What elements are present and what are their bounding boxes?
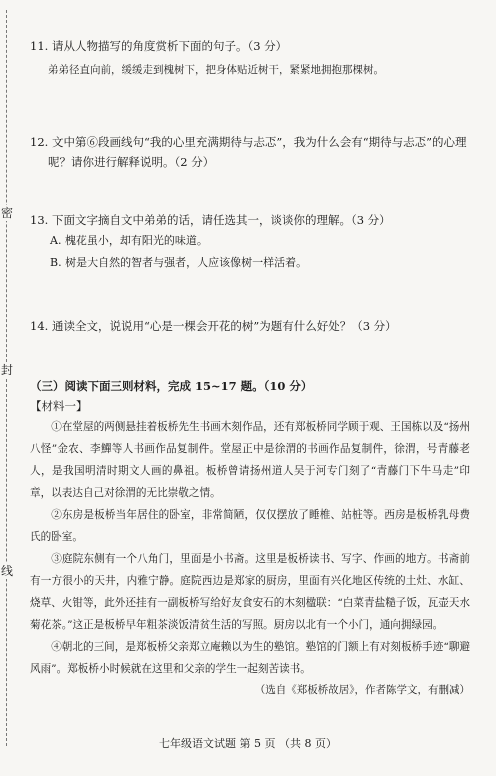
material-1-para-3: ③庭院东侧有一个八角门，里面是小书斋。这里是板桥读书、写字、作画的地方。书斋前有一方很小的天井，内雅宁静。庭院西边是郑家的厨房，里面有兴化地区传统的土灶、水缸、烧草、火钳等，此外还挂有一副板桥写给好友食安石的木刻楹联：“白菜青盐糙子饭，瓦壶天水菊花茶。”这正是板桥早年粗茶淡饭清贫生活的写照。厨房以北有一个小门，通向拥绿园。 xyxy=(30,553,470,631)
question-12 xyxy=(30,132,470,172)
question-14 xyxy=(30,316,470,336)
question-11-text: 11. 请从人物描写的角度赏析下面的句子。（3 分） xyxy=(30,39,288,53)
question-13-option-a: A. 槐花虽小，却有阳光的味道。 xyxy=(50,234,208,247)
question-13-option-b: B. 树是大自然的智者与强者，人应该像树一样活着。 xyxy=(50,256,308,269)
question-11 xyxy=(30,36,470,80)
binding-char-mi: 密 xyxy=(1,206,14,220)
binding-dashed-line xyxy=(6,10,7,746)
question-13 xyxy=(30,210,470,274)
section-3 xyxy=(30,376,470,700)
material-1-para-4: ④朝北的三间，是郑板桥父亲郑立庵赖以为生的塾馆。塾馆的门额上有对刻板桥手迹“聊避风雨”。郑板桥小时候就在这里和父亲的学生一起刻苦读书。 xyxy=(30,641,470,675)
material-1-para-2: ②东房是板桥当年居住的卧室，非常简陋，仅仅摆放了睡椎、站桩等。西房是板桥乳母费氏的卧室。 xyxy=(30,509,470,543)
question-12-text-cont: 呢？请你进行解释说明。（2 分） xyxy=(48,155,215,169)
question-12-text: 12. 文中第⑥段画线句“我的心里充满期待与忐忑”，我为什么会有“期待与忐忑”的心理 xyxy=(30,135,467,149)
material-1-source: （选自《郑板桥故居》，作者陈学文，有删减） xyxy=(254,684,470,696)
binding-char-xian: 线 xyxy=(1,564,14,578)
material-1-para-1: ①在堂屋的两侧悬挂着板桥先生书画木刻作品，还有郑板桥同学顾于观、王国栋以及“扬州八怪”金农、李鱓等人书画作品复制件。堂屋正中是徐渭的书画作品复制件，徐渭，号青藤老人，是我国明清时期文人画的鼻祖。板桥曾请扬州道人吴于河专门刻了“青藤门下牛马走”印章，以表达自己对徐渭的无比崇敬之情。 xyxy=(30,421,470,499)
binding-char-feng: 封 xyxy=(1,363,14,377)
question-13-text: 13. 下面文字摘自文中弟弟的话，请任选其一，谈谈你的理解。（3 分） xyxy=(30,213,391,227)
question-11-quote: 弟弟径直向前，缓缓走到槐树下，把身体贴近树干，紧紧地拥抱那棵树。 xyxy=(48,64,384,76)
page-footer: 七年级语文试题 第 5 页 （共 8 页） xyxy=(159,737,337,750)
section-3-title: （三）阅读下面三则材料，完成 15~17 题。（10 分） xyxy=(30,379,313,393)
material-1-title: 【材料一】 xyxy=(30,399,88,413)
question-14-text: 14. 通读全文，说说用“心是一棵会开花的树”为题有什么好处？（3 分） xyxy=(30,319,397,333)
